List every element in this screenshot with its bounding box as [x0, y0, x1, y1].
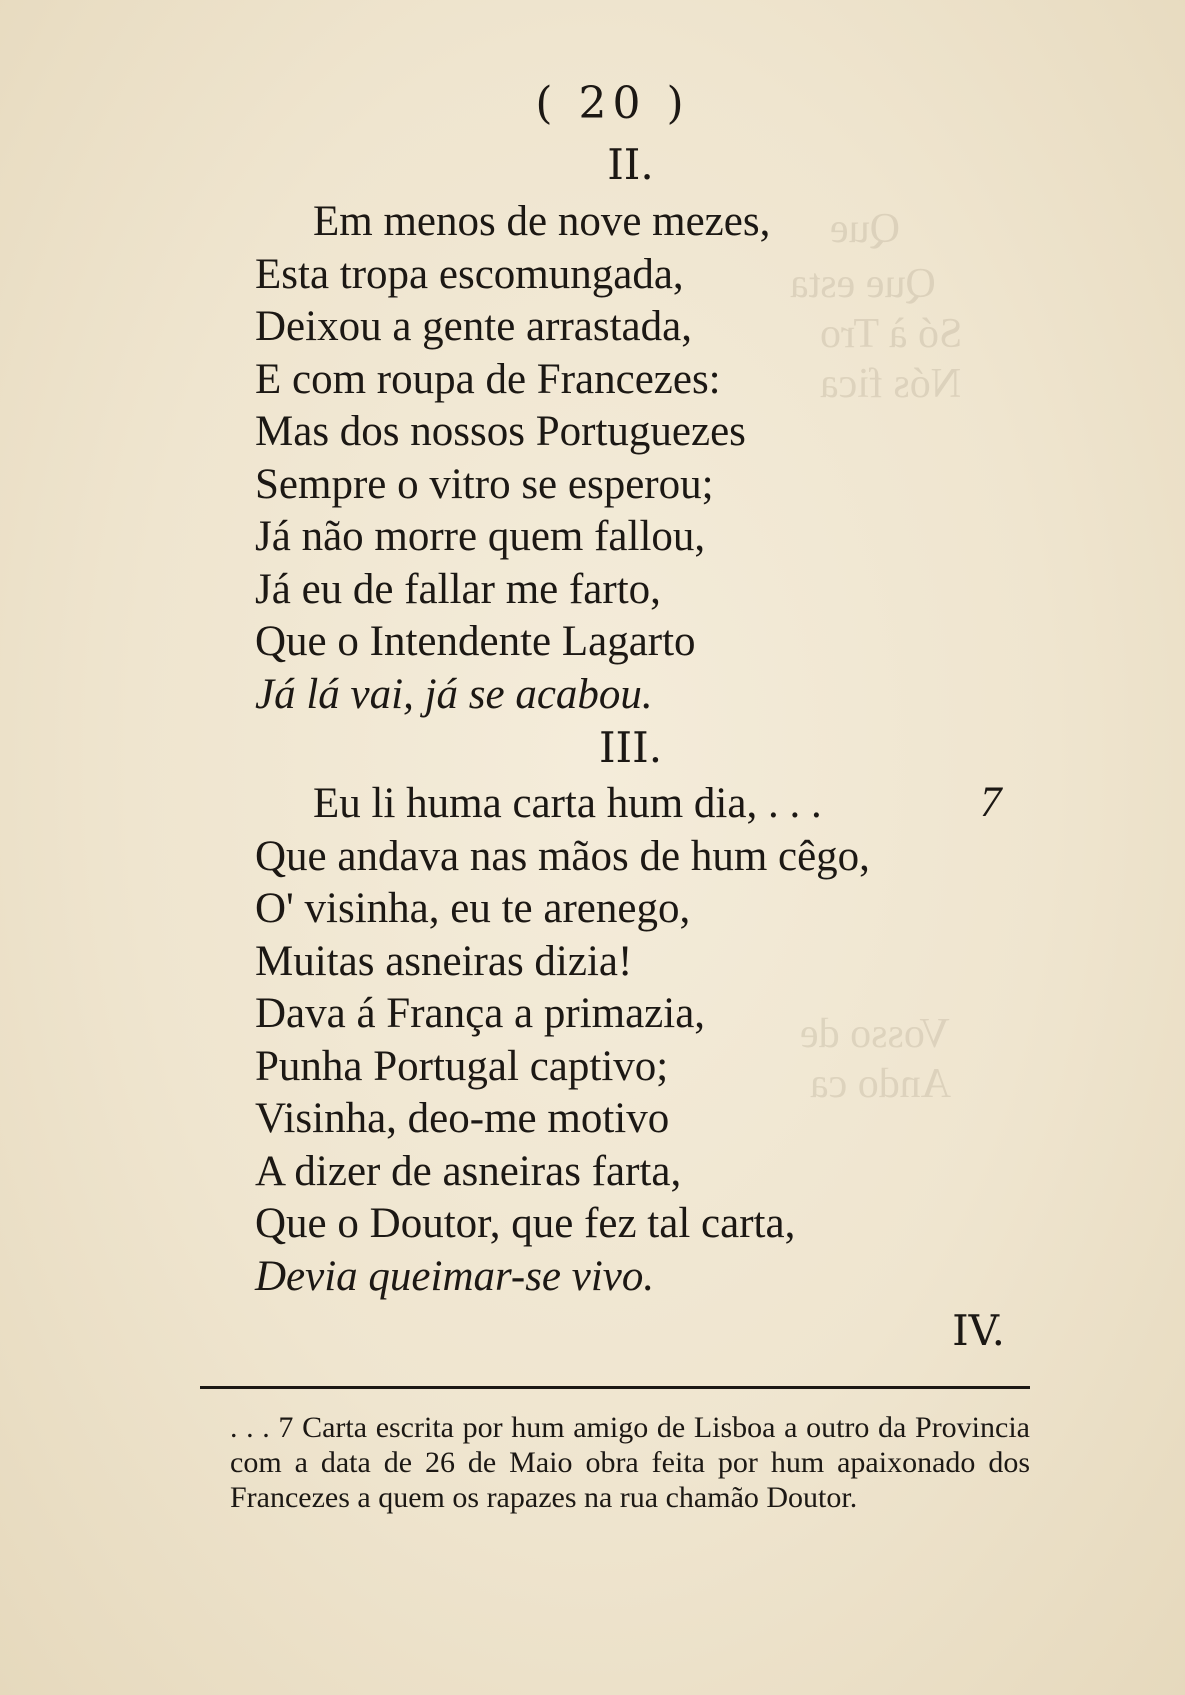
verse-line: Eu li huma carta hum dia, . . . [313, 780, 822, 827]
verse-line: E com roupa de Francezes: [255, 355, 721, 403]
footnote-reference: 7 [980, 779, 1002, 826]
verse-line-refrain: Devia queimar-se vivo. [255, 1252, 655, 1300]
show-through-text: Que esta [790, 261, 936, 307]
verse-line: Esta tropa escomungada, [255, 250, 684, 298]
section-heading-ii: II. [607, 140, 654, 189]
stanza-ii [255, 196, 770, 721]
footnote-text: . . . 7 Carta escrita por hum amigo de Lisboa a outro da Provincia com a data de 26 de Maio obra feita por hum apaixonado dos Francezes a quem os rapazes na rua chamão Doutor. [230, 1411, 1030, 1514]
verse-line: Punha Portugal captivo; [255, 1042, 669, 1090]
show-through-text: Que [830, 206, 900, 252]
verse-line: Deixou a gente arrastada, [255, 303, 692, 350]
verse-line: Sempre o vitro se esperou; [255, 460, 714, 508]
verse-line: Que o Doutor, que fez tal carta, [255, 1200, 796, 1247]
verse-line: O' visinha, eu te arenego, [255, 885, 691, 932]
verse-line: A dizer de asneiras farta, [255, 1147, 682, 1195]
verse-line: Dava á França a primazia, [255, 990, 706, 1037]
verse-line: Que o Intendente Lagarto [255, 618, 696, 665]
section-heading-iii: III. [598, 723, 663, 772]
verse-line: Visinha, deo-me motivo [255, 1095, 670, 1142]
footnote [200, 1410, 1030, 1515]
verse-line: Já não morre quem fallou, [255, 513, 706, 560]
verse-line: Que andava nas mãos de hum cêgo, [255, 832, 870, 880]
verse-line: Muitas asneiras dizia! [255, 937, 633, 985]
verse-line: Em menos de nove mezes, [313, 198, 771, 245]
show-through-text: Ando ca [810, 1061, 952, 1107]
stanza-iii [255, 778, 870, 1303]
footnote-divider [200, 1386, 1030, 1389]
show-through-text: Vosso de [800, 1011, 950, 1057]
verse-line-refrain: Já lá vai, já se acabou. [255, 670, 653, 718]
catchword: IV. [952, 1306, 1005, 1355]
verse-line: Já eu de fallar me farto, [255, 565, 661, 613]
verse-line: Mas dos nossos Portuguezes [255, 408, 746, 455]
show-through-text: Nós fica [820, 361, 962, 407]
page-number: ( 20 ) [535, 78, 690, 129]
show-through-text: Só à Tro [820, 311, 963, 357]
